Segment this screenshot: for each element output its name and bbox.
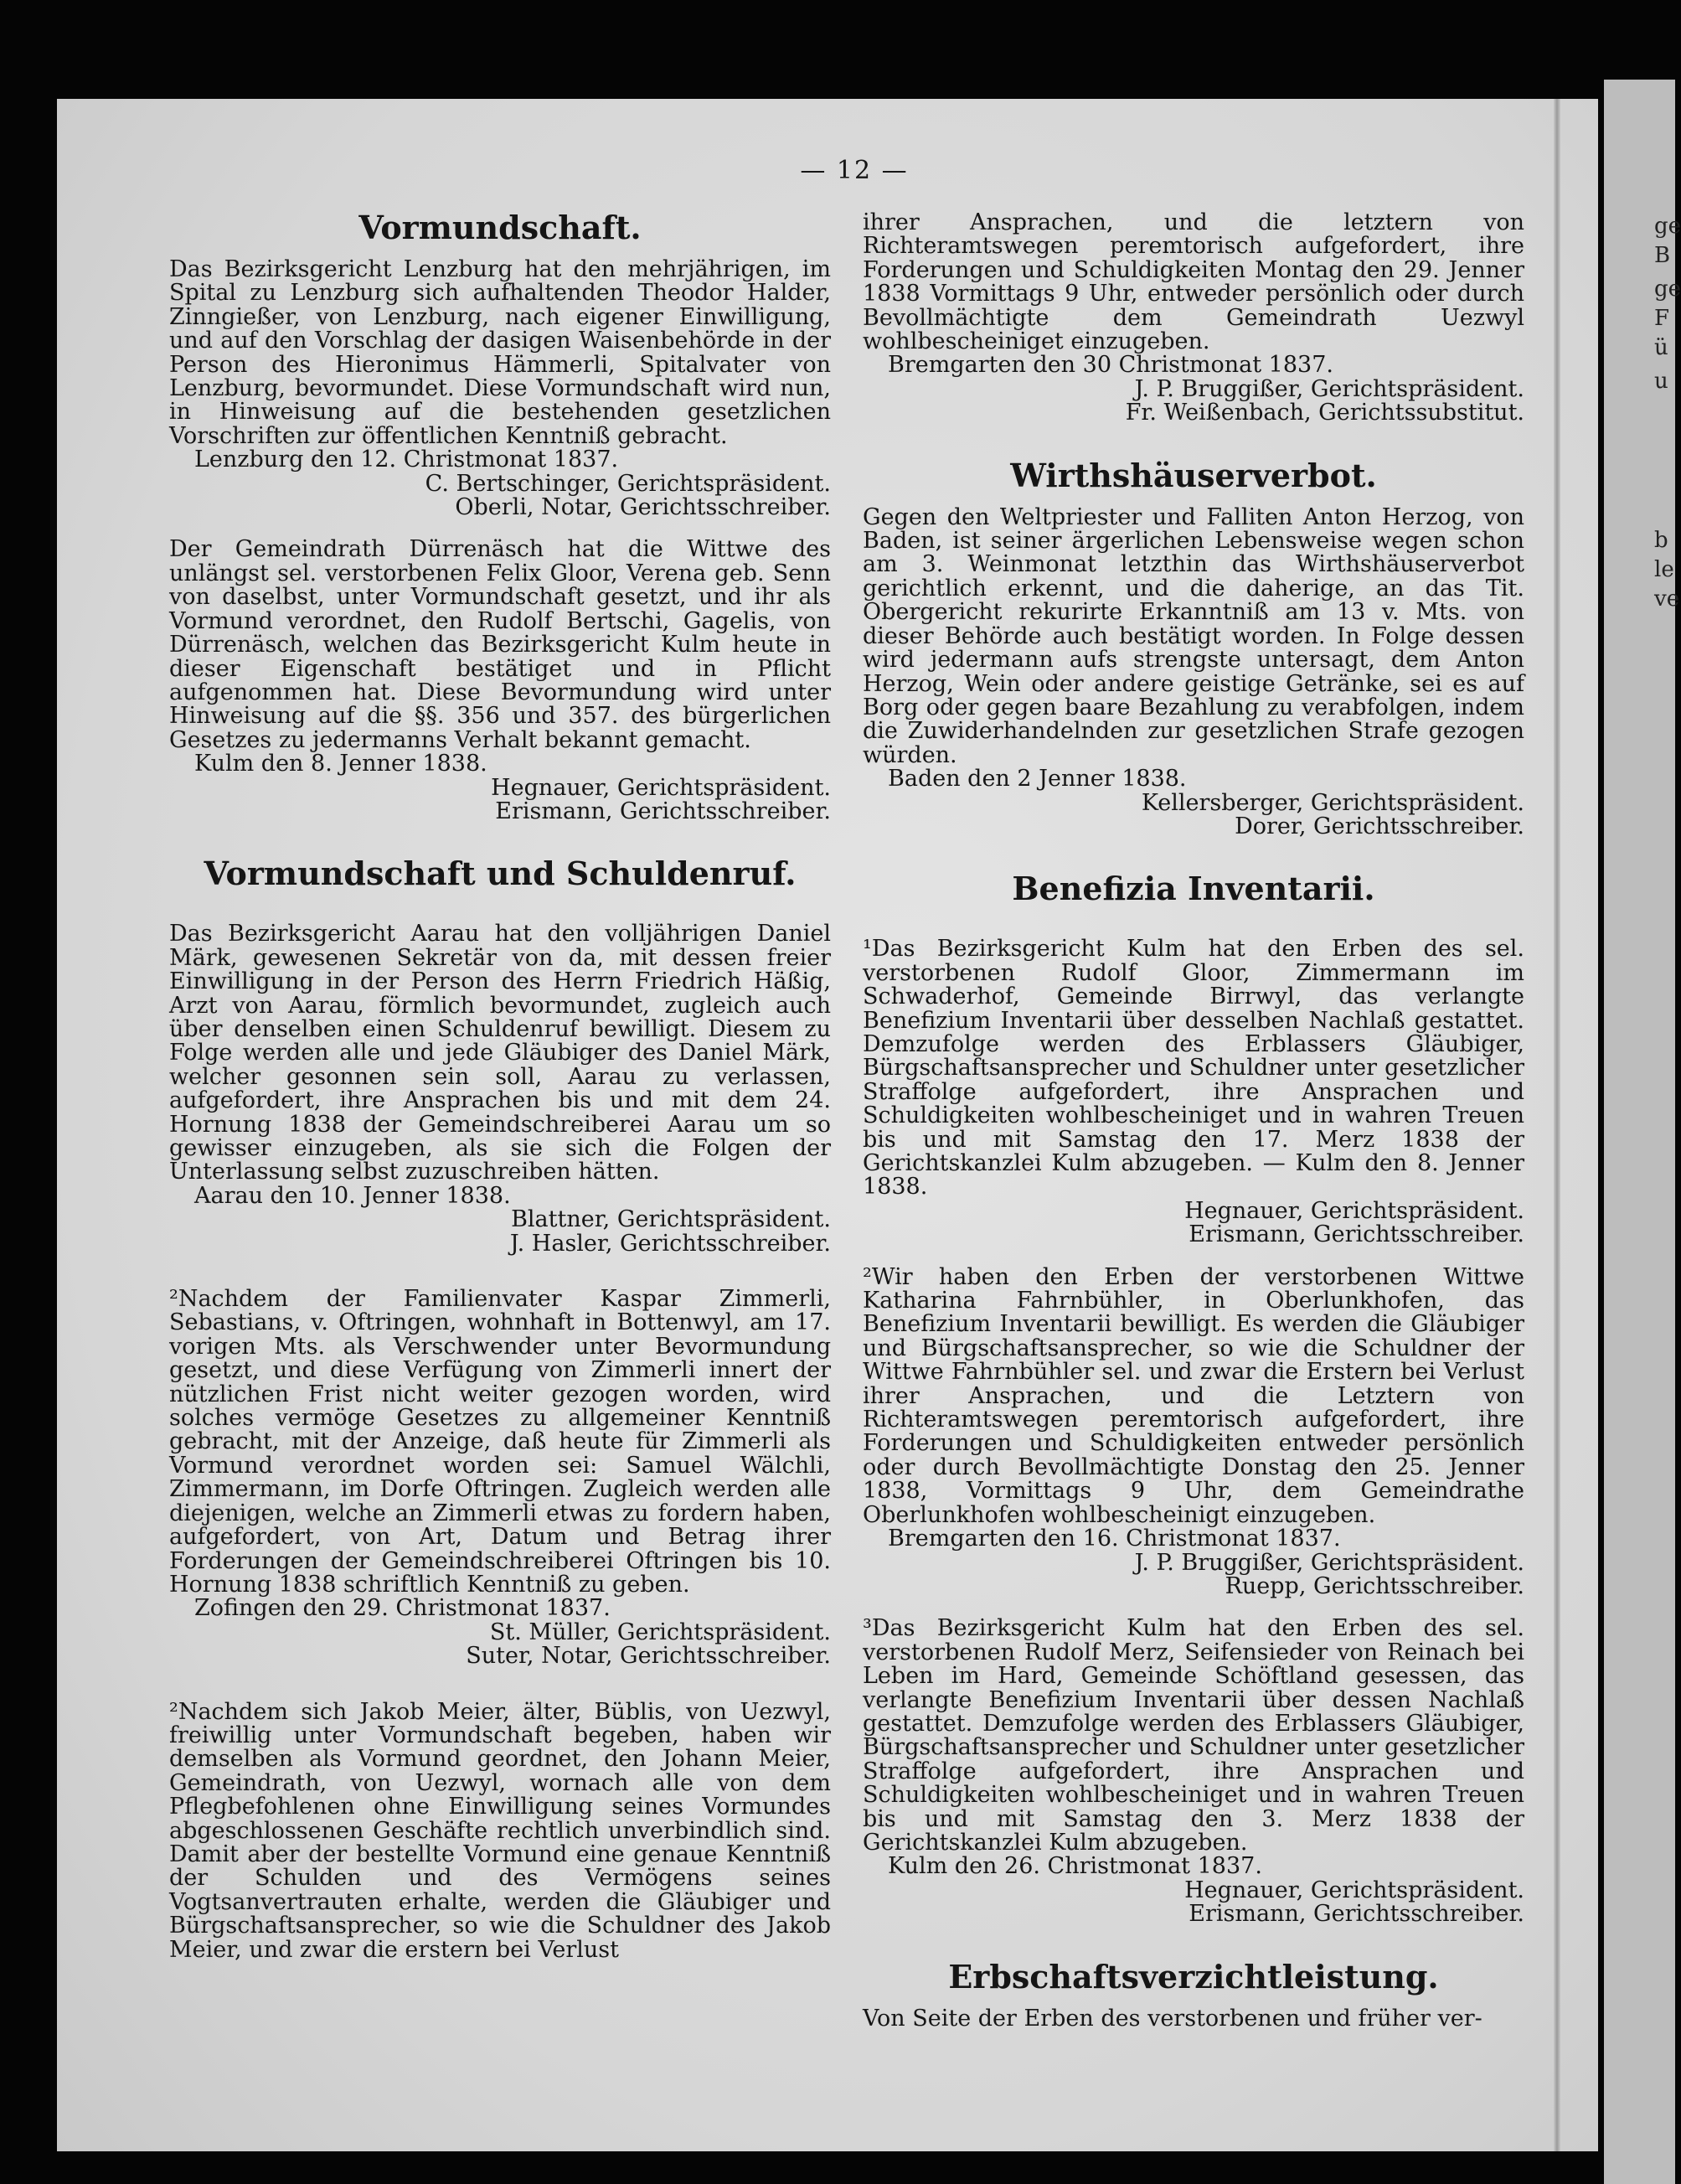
notice-herzog: Gegen den Weltpriester und Falliten Anton Herzog, von Baden, ist seiner ärgerlichen Lebensweise wegen schon am 3. Weinmonat letzthin das Wirthshäuserverbot gerichtlich erkennt, und die daherige, an das Tit. Obergericht rekurirte Erkanntniß am 13 v. Mts. von dieser Behörde auch bestätigt worden. In Folge dessen wird jedermann aufs strengste untersagt, dem Anton Herzog, Wein oder andere geistige Getränke, sei es auf Borg oder gegen baare Bezahlung zu verabfolgen, indem die Zuwiderhandelnden zur gesetzlichen Strafe gezogen würden. [863,503,1524,768]
signature: Hegnauer, Gerichtspräsident. [491,774,831,801]
signature: Blattner, Gerichtspräsident. [511,1206,831,1233]
notice-merz: ³Das Bezirksgericht Kulm hat den Erben des sel. verstorbenen Rudolf Merz, Seifensieder von Reinach bei Leben im Hard, Gemeinde Schöftland gesessen, das verlangte Benefizium Inventarii über dessen Nachlaß gestattet. Demzufolge werden des Erblassers Gläubiger, Bürgschaftsansprecher und Schuldner unter gesetzlicher Straffolge aufgefordert, ihre Ansprachen und Schuldigkeiten wohlbescheiniget und in wahren Treuen bis und mit Samstag den 3. Merz 1838 der Gerichtskanzlei Kulm abzugeben. [863,1615,1524,1856]
left-column [169,209,831,1962]
signature: Fr. Weißenbach, Gerichtssubstitut. [1125,400,1524,426]
edge-fragment: ü [1654,335,1668,360]
signature: C. Bertschinger, Gerichtspräsident. [425,470,831,497]
edge-fragment: le [1654,557,1674,582]
signature: J. P. Bruggißer, Gerichtspräsident. [1134,375,1524,402]
dateline: Kulm den 8. Jenner 1838. [194,751,487,777]
signature: Erismann, Gerichtsschreiber. [1189,1901,1524,1928]
notice-meier-continued: ihrer Ansprachen, und die letztern von Richteramtswegen peremtorisch aufgefordert, ihre Forderungen und Schuldigkeiten Montag den 29. Jenner 1838 Vormittags 9 Uhr, entweder persönlich oder durch Bevollmächtigte dem Gemeindrath Uezwyl wohlbescheiniget einzugeben. [863,209,1524,355]
edge-fragment: b [1654,528,1668,553]
notice-erbschaftsverzicht: Von Seite der Erben des verstorbenen und früher ver- [863,2005,1482,2032]
edge-fragment: ve [1654,586,1680,612]
signature: Suter, Notar, Gerichtsschreiber. [466,1643,831,1670]
notice-fahrnbuehler: ²Wir haben den Erben der verstorbenen Wittwe Katharina Fahrnbühler, in Oberlunkhofen, das Benefizium Inventarii bewilligt. Es werden die Gläubiger und Bürgschaftsansprecher, so wie die Schuldner der Wittwe Fahrnbühler sel. und zwar die Erstern bei Verlust ihrer Ansprachen, und die Letztern von Richteramtswegen peremtorisch aufgefordert, ihre Forderungen und Schuldigkeiten entweder persönlich oder durch Bevollmächtigte Donstag den 25. Jenner 1838, Vormittags 9 Uhr, dem Gemeindrathe Oberlunkhofen wohlbescheinigt einzugeben. [863,1263,1524,1528]
dateline: Aarau den 10. Jenner 1838. [194,1182,511,1209]
dateline: Kulm den 26. Christmonat 1837. [888,1853,1262,1880]
signature: Erismann, Gerichtsschreiber. [495,798,831,824]
edge-fragment: ge [1654,214,1681,239]
edge-fragment: ge [1654,276,1681,302]
signature: Ruepp, Gerichtsschreiber. [1225,1572,1524,1599]
signature: Hegnauer, Gerichtspräsident. [1184,1197,1524,1224]
signature: Kellersberger, Gerichtspräsident. [1141,789,1524,816]
dateline: Bremgarten den 30 Christmonat 1837. [888,352,1333,379]
page-fold [1554,99,1560,2151]
notice-maerk: Das Bezirksgericht Aarau hat den volljährigen Daniel Märk, gewesenen Sekretär von da, mit dessen freier Einwilligung in der Person des Herrn Friedrich Häßig, Arzt von Aarau, förmlich bevormundet, zugleich auch über denselben einen Schuldenruf bewilligt. Diesem zu Folge werden alle und jede Gläubiger des Daniel Märk, welcher gesonnen sein soll, Aarau zu verlassen, aufgefordert, ihre Ansprachen bis und mit dem 24. Hornung 1838 der Gemeindschreiberei Aarau um so gewisser einzugeben, als sie sich die Folgen der Unterlassung selbst zuzuschreiben hätten. [169,921,831,1185]
heading-benefizia-inventarii: Benefizia Inventarii. [1012,870,1375,908]
heading-wirthshaeuserverbot: Wirthshäuserverbot. [1010,456,1377,494]
signature: Dorer, Gerichtsschreiber. [1235,813,1524,839]
heading-erbschaftsverzicht: Erbschaftsverzichtleistung. [948,1957,1439,1996]
signature: Oberli, Notar, Gerichtsschreiber. [455,494,831,521]
dateline: Baden den 2 Jenner 1838. [888,766,1187,793]
edge-fragment: F [1654,306,1670,331]
right-column [863,211,1524,2031]
signature: J. P. Bruggißer, Gerichtspräsident. [1134,1549,1524,1576]
dateline: Lenzburg den 12. Christmonat 1837. [194,447,619,473]
edge-fragment: B [1654,243,1671,268]
page-number: — 12 — [800,156,909,185]
notice-zimmerli: ²Nachdem der Familienvater Kaspar Zimmerli, Sebastians, v. Oftringen, wohnhaft in Bottenwyl, am 17. vorigen Mts. als Verschwender unter Bevormundung gesetzt, und diese Verfügung von Zimmerli innert der nützlichen Frist nicht weiter gezogen worden, wird solches vermöge Gesetzes zu allgemeiner Kenntniß gebracht, mit der Anzeige, daß heute für Zimmerli als Vormund verordnet worden sei: Samuel Wälchli, Zimmermann, im Dorfe Oftringen. Zugleich werden alle diejenigen, welche an Zimmerli etwas zu fordern haben, aufgefordert, von Art, Datum und Betrag ihrer Forderungen der Gemeindschreiberei Oftringen bis 10. Hornung 1838 schriftlich Kenntniß zu geben. [169,1286,831,1598]
signature: Hegnauer, Gerichtspräsident. [1184,1877,1524,1903]
dateline: Zofingen den 29. Christmonat 1837. [194,1595,611,1622]
heading-vormundschaft: Vormundschaft. [358,209,642,246]
notice-gloor-inventar: ¹Das Bezirksgericht Kulm hat den Erben des sel. verstorbenen Rudolf Gloor, Zimmermann im Schwaderhof, Gemeinde Birrwyl, das verlangte Benefizium Inventarii über desselben Nachlaß gestattet. Demzufolge werden des Erblassers Gläubiger, Bürgschaftsansprecher und Schuldner unter gesetzlicher Straffolge aufgefordert, ihre Ansprachen und Schuldigkeiten wohlbescheiniget und in wahren Treuen bis und mit Samstag den 17. Merz 1838 der Gerichtskanzlei Kulm abzugeben. — Kulm den 8. Jenner 1838. [863,936,1524,1200]
notice-gloor: Der Gemeindrath Dürrenäsch hat die Wittwe des unlängst sel. verstorbenen Felix Gloor, Verena geb. Senn von daselbst, unter Vormundschaft gesetzt, und ihr als Vormund verordnet, den Rudolf Bertschi, Gagelis, von Dürrenäsch, welchen das Bezirksgericht Kulm heute in dieser Eigenschaft bestätiget und in Pflicht aufgenommen hat. Diese Bevormundung wird unter Hinweisung auf die §§. 356 und 357. des bürgerlichen Gesetzes zu jedermanns Verhalt bekannt gemacht. [169,536,831,753]
dateline: Bremgarten den 16. Christmonat 1837. [888,1526,1341,1552]
signature: J. Hasler, Gerichtsschreiber. [509,1230,831,1257]
notice-halder: Das Bezirksgericht Lenzburg hat den mehrjährigen, im Spital zu Lenzburg sich aufhaltenden Theodor Halder, Zinngießer, von Lenzburg, nach eigener Einwilligung, und auf den Vorschlag der dasigen Waisenbehörde in der Person des Hieronimus Hämmerli, Spitalvater von Lenzburg, bevormundet. Diese Vormundschaft wird nun, in Hinweisung auf die bestehenden gesetzlichen Vorschriften zur öffentlichen Kenntniß gebracht. [169,256,831,449]
signature: St. Müller, Gerichtspräsident. [489,1619,831,1645]
heading-vormundschaft-schuldenruf: Vormundschaft und Schuldenruf. [204,854,797,893]
notice-meier: ²Nachdem sich Jakob Meier, älter, Büblis, von Uezwyl, freiwillig unter Vormundschaft begeben, haben wir demselben als Vormund geordnet, den Johann Meier, Gemeindrath, von Uezwyl, wornach alle von dem Pflegbefohlenen ohne Einwilligung seines Vormundes abgeschlossenen Geschäfte rechtlich unverbindlich sind. Damit aber der bestellte Vormund eine genaue Kenntniß der Schulden und des Vermögens seines Vogtsanvertrauten erhalte, werden die Gläubiger und Bürgschaftsansprecher, so wie die Schuldner des Jakob Meier, und zwar die erstern bei Verlust [169,1698,831,1963]
edge-fragment: u [1654,369,1668,394]
signature: Erismann, Gerichtsschreiber. [1189,1221,1524,1248]
adjacent-page-strip [1604,80,1681,2184]
